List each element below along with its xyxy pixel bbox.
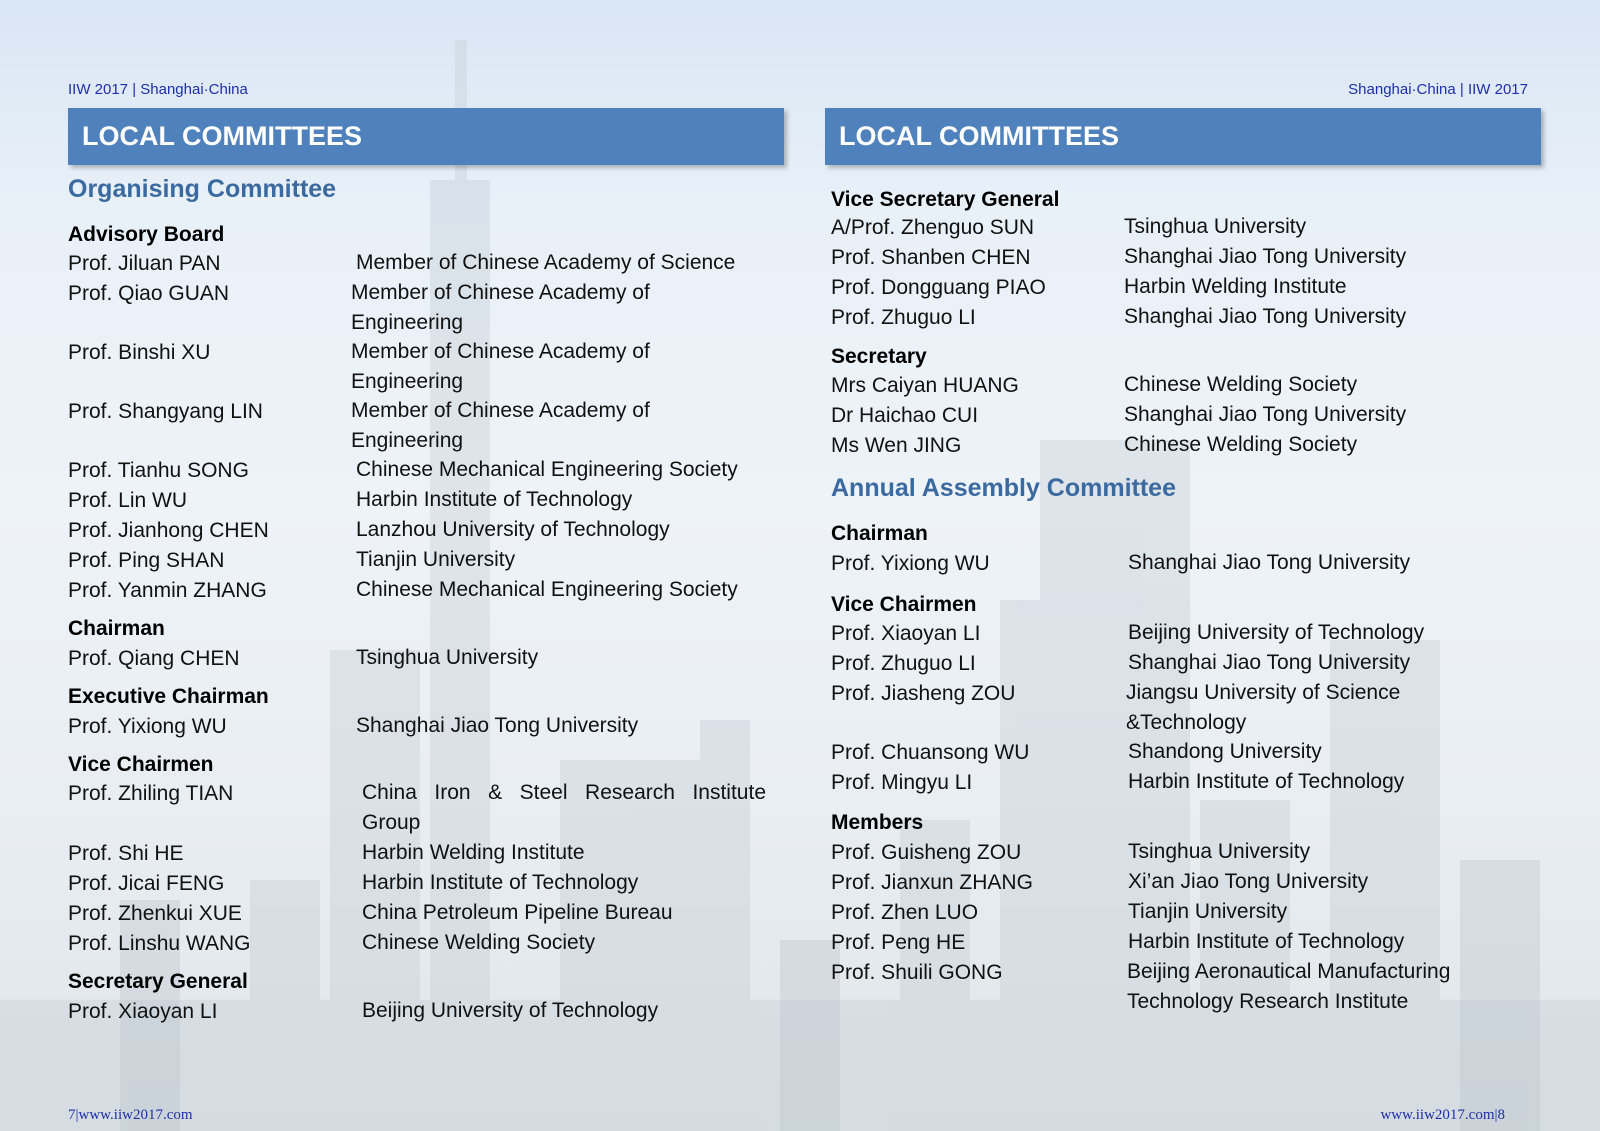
member-name: Prof. Tianhu SONG [68,459,249,482]
group-title-advisory-board: Advisory Board [68,223,225,246]
running-head: Shanghai·China | IIW 2017 [1348,81,1528,98]
member-name: Ms Wen JING [831,434,962,457]
group-title-secretary-general: Secretary General [68,970,248,993]
member-name: Prof. Qiang CHEN [68,647,240,670]
member-affiliation: Member of Chinese Academy of Science [356,251,736,274]
member-affiliation: Member of Chinese Academy of Engineering [351,340,650,393]
member-name: Mrs Caiyan HUANG [831,374,1019,397]
member-name: Prof. Jianxun ZHANG [831,871,1033,894]
group-title-vice-secretary-general: Vice Secretary General [831,188,1060,211]
member-affiliation: Beijing University of Technology [362,999,659,1022]
member-name: Prof. Yixiong WU [831,552,990,575]
member-name: Prof. Shanben CHEN [831,246,1031,269]
member-name: Prof. Shangyang LIN [68,400,263,423]
group-title-executive-chairman: Executive Chairman [68,685,269,708]
member-name: Prof. Ping SHAN [68,549,225,572]
member-name: Prof. Zhiling TIAN [68,782,234,805]
member-name: Prof. Jicai FENG [68,872,225,895]
right-page [800,0,1600,1131]
member-affiliation: Tianjin University [356,548,516,571]
member-name: Prof. Xiaoyan LI [68,1000,218,1023]
member-affiliation: Beijing University of Technology [1128,621,1425,644]
member-affiliation: Tsinghua University [1124,215,1307,238]
member-affiliation: Shanghai Jiao Tong University [1124,305,1407,328]
member-affiliation: Jiangsu University of Science &Technology [1126,681,1401,734]
member-name: Prof. Jianhong CHEN [68,519,269,542]
member-name: Prof. Shi HE [68,842,184,865]
member-name: Prof. Binshi XU [68,341,211,364]
member-affiliation: Shanghai Jiao Tong University [1124,403,1407,426]
member-affiliation: Harbin Welding Institute [1124,275,1347,298]
member-name: Prof. Yixiong WU [68,715,227,738]
group-title-vice-chairmen: Vice Chairmen [831,593,977,616]
member-name: Prof. Peng HE [831,931,966,954]
member-affiliation: Shanghai Jiao Tong University [1128,551,1411,574]
member-affiliation: Shanghai Jiao Tong University [1128,651,1411,674]
member-affiliation: Member of Chinese Academy of Engineering [351,399,650,452]
member-affiliation: China Iron & Steel Research Institute Group [362,781,766,834]
member-name: Prof. Jiasheng ZOU [831,682,1016,705]
member-name: Prof. Zhuguo LI [831,652,976,675]
group-title-chairman: Chairman [831,522,928,545]
member-name: Prof. Guisheng ZOU [831,841,1022,864]
member-name: Prof. Qiao GUAN [68,282,230,305]
page-banner: LOCAL COMMITTEES [825,108,1541,165]
member-affiliation: China Petroleum Pipeline Bureau [362,901,673,924]
member-name: A/Prof. Zhenguo SUN [831,216,1035,239]
section-title-annual-assembly-committee: Annual Assembly Committee [831,474,1176,502]
member-affiliation: Chinese Welding Society [1124,433,1358,456]
member-affiliation: Xi’an Jiao Tong University [1128,870,1369,893]
page-footer: 7|www.iiw2017.com [68,1107,193,1123]
member-affiliation: Harbin Institute of Technology [356,488,633,511]
member-affiliation: Tsinghua University [1128,840,1311,863]
member-name: Prof. Yanmin ZHANG [68,579,267,602]
member-affiliation: Chinese Welding Society [362,931,596,954]
member-name: Dr Haichao CUI [831,404,979,427]
member-affiliation: Harbin Institute of Technology [1128,930,1405,953]
member-affiliation: Harbin Institute of Technology [362,871,639,894]
group-title-members: Members [831,811,924,834]
group-title-vice-chairmen: Vice Chairmen [68,753,214,776]
member-affiliation: Chinese Welding Society [1124,373,1358,396]
member-affiliation: Chinese Mechanical Engineering Society [356,458,738,481]
member-name: Prof. Zhenkui XUE [68,902,242,925]
member-name: Prof. Linshu WANG [68,932,251,955]
group-title-chairman: Chairman [68,617,165,640]
member-affiliation: Shanghai Jiao Tong University [1124,245,1407,268]
member-name: Prof. Xiaoyan LI [831,622,981,645]
member-name: Prof. Jiluan PAN [68,252,221,275]
member-affiliation: Chinese Mechanical Engineering Society [356,578,738,601]
member-affiliation: Shandong University [1128,740,1322,763]
member-affiliation: Harbin Institute of Technology [1128,770,1405,793]
section-title-organising-committee: Organising Committee [68,175,337,203]
page-footer: www.iiw2017.com|8 [1380,1107,1505,1123]
member-affiliation: Tianjin University [1128,900,1288,923]
member-affiliation: Tsinghua University [356,646,539,669]
member-name: Prof. Shuili GONG [831,961,1003,984]
member-affiliation: Harbin Welding Institute [362,841,585,864]
member-affiliation: Beijing Aeronautical Manufacturing Technology Research Institute [1127,960,1451,1013]
member-name: Prof. Dongguang PIAO [831,276,1046,299]
member-name: Prof. Zhen LUO [831,901,979,924]
member-affiliation: Member of Chinese Academy of Engineering [351,281,650,334]
member-name: Prof. Chuansong WU [831,741,1030,764]
page-banner: LOCAL COMMITTEES [68,108,784,165]
member-name: Prof. Lin WU [68,489,188,512]
member-affiliation: Lanzhou University of Technology [356,518,670,541]
running-head: IIW 2017 | Shanghai·China [68,81,248,98]
member-affiliation: Shanghai Jiao Tong University [356,714,639,737]
member-name: Prof. Zhuguo LI [831,306,976,329]
member-name: Prof. Mingyu LI [831,771,973,794]
group-title-secretary: Secretary [831,345,927,368]
